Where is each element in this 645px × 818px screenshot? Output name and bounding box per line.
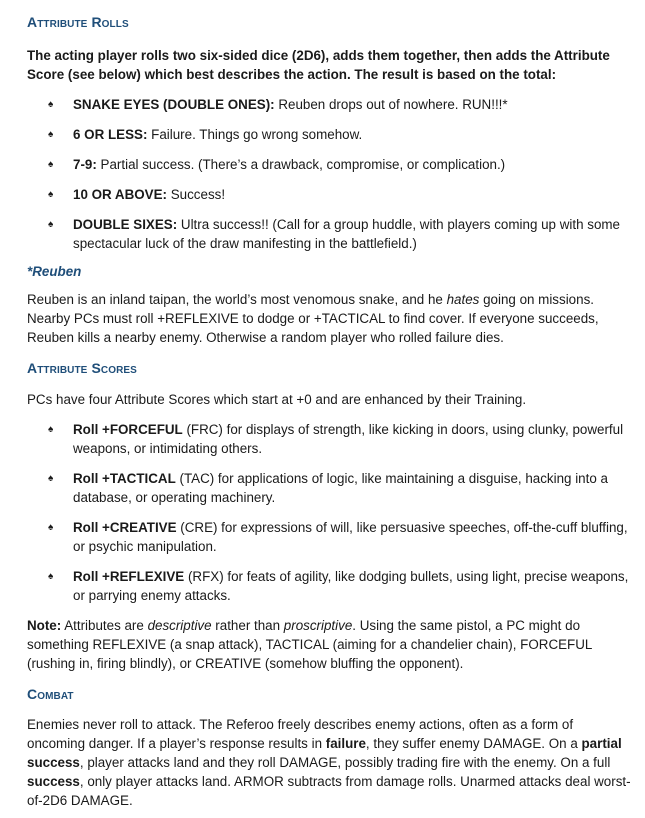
spade-icon: ♠ [48,219,54,230]
list-item [27,420,631,458]
spade-icon: ♠ [48,159,54,170]
spade-icon: ♠ [48,571,54,582]
attribute-rolls-heading: Attribute Rolls [27,14,129,30]
list-item [27,215,631,253]
attribute-scores-intro: PCs have four Attribute Scores which start at +0 and are enhanced by their Training. [27,392,527,407]
combat-bold-1: failure [325,736,366,751]
note-label: Note: [27,618,62,633]
item-text: Partial success. (There’s a drawback, compromise, or complication.) [96,157,506,172]
item-text: Failure. Things go wrong somehow. [147,127,363,142]
item-text: (RFX) for feats of agility, like dodging bullets, using light, precise weapons, or parrying enemy attacks. [73,569,629,603]
combat-paragraph [27,715,631,810]
spade-icon: ♠ [48,189,54,200]
item-label: Roll +CREATIVE [73,520,177,535]
note-text-3: . Using the same pistol, a PC might do something REFLEXIVE (a snap attack), TACTICAL (aiming for a chandelier chain), FORCEFUL (rushing in, firing blindly), or CREATIVE (somehow bluffing the opponent). [27,618,592,671]
spade-icon: ♠ [48,473,54,484]
combat-bold-3: success [27,774,80,789]
item-label: 6 OR LESS: [73,127,148,142]
reuben-text-2: going on missions. Nearby PCs must roll +REFLEXIVE to dodge or +TACTICAL to find cover. If everyone succeeds, Reuben kills a nearby enemy. Otherwise a random player who rolled failure dies. [27,292,599,345]
reuben-text-1: Reuben is an inland taipan, the world’s most venomous snake, and he [27,292,447,307]
item-label: 7-9: [73,157,97,172]
item-label: Roll +FORCEFUL [73,422,183,437]
reuben-emphasis: hates [446,292,480,307]
combat-bold-2: partial success [27,736,622,770]
list-item [27,469,631,507]
spade-icon: ♠ [48,99,54,110]
attribute-list [27,420,631,605]
note-emphasis-2: proscriptive [283,618,353,633]
list-item [27,125,631,144]
roll-results-list [27,95,631,253]
reuben-heading: *Reuben [27,264,82,279]
list-item [27,155,631,174]
item-text: (TAC) for applications of logic, like maintaining a disguise, hacking into a database, or operating machinery. [73,471,608,505]
combat-text-4: , only player attacks land. ARMOR subtracts from damage rolls. Unarmed attacks deal worst-of-2D6 DAMAGE. [27,774,631,808]
attribute-rolls-intro: The acting player rolls two six-sided dice (2D6), adds them together, then adds the Attribute Score (see below) which best describes the action. The result is based on the total: [27,48,610,82]
note-paragraph [27,616,631,673]
spade-icon: ♠ [48,522,54,533]
item-text: Reuben drops out of nowhere. RUN!!!* [274,97,508,112]
item-label: 10 OR ABOVE: [73,187,168,202]
reuben-paragraph [27,290,631,347]
list-item [27,95,631,114]
attribute-scores-heading: Attribute Scores [27,360,137,376]
item-text: (FRC) for displays of strength, like kicking in doors, using clunky, powerful weapons, or intimidating others. [73,422,624,456]
note-text-1: Attributes are [61,618,148,633]
item-text: Success! [167,187,226,202]
list-item [27,185,631,204]
list-item [27,518,631,556]
item-label: Roll +REFLEXIVE [73,569,185,584]
combat-text-3: , player attacks land and they roll DAMAGE, possibly trading fire with the enemy. On a full [79,755,611,770]
spade-icon: ♠ [48,424,54,435]
combat-heading: Combat [27,686,74,702]
note-emphasis-1: descriptive [147,618,212,633]
item-label: Roll +TACTICAL [73,471,176,486]
item-label: DOUBLE SIXES: [73,217,178,232]
combat-text-2: , they suffer enemy DAMAGE. On a [365,736,582,751]
spade-icon: ♠ [48,129,54,140]
combat-text-1: Enemies never roll to attack. The Referoo freely describes enemy actions, often as a form of oncoming danger. If a player’s response results in [27,717,574,751]
item-label: SNAKE EYES (DOUBLE ONES): [73,97,275,112]
note-text-2: rather than [211,618,284,633]
item-text: Ultra success!! (Call for a group huddle, with players coming up with some spectacular luck of the draw manifesting in the battlefield.) [73,217,620,251]
item-text: (CRE) for expressions of will, like persuasive speeches, off-the-cuff bluffing, or psychic manipulation. [73,520,628,554]
list-item [27,567,631,605]
